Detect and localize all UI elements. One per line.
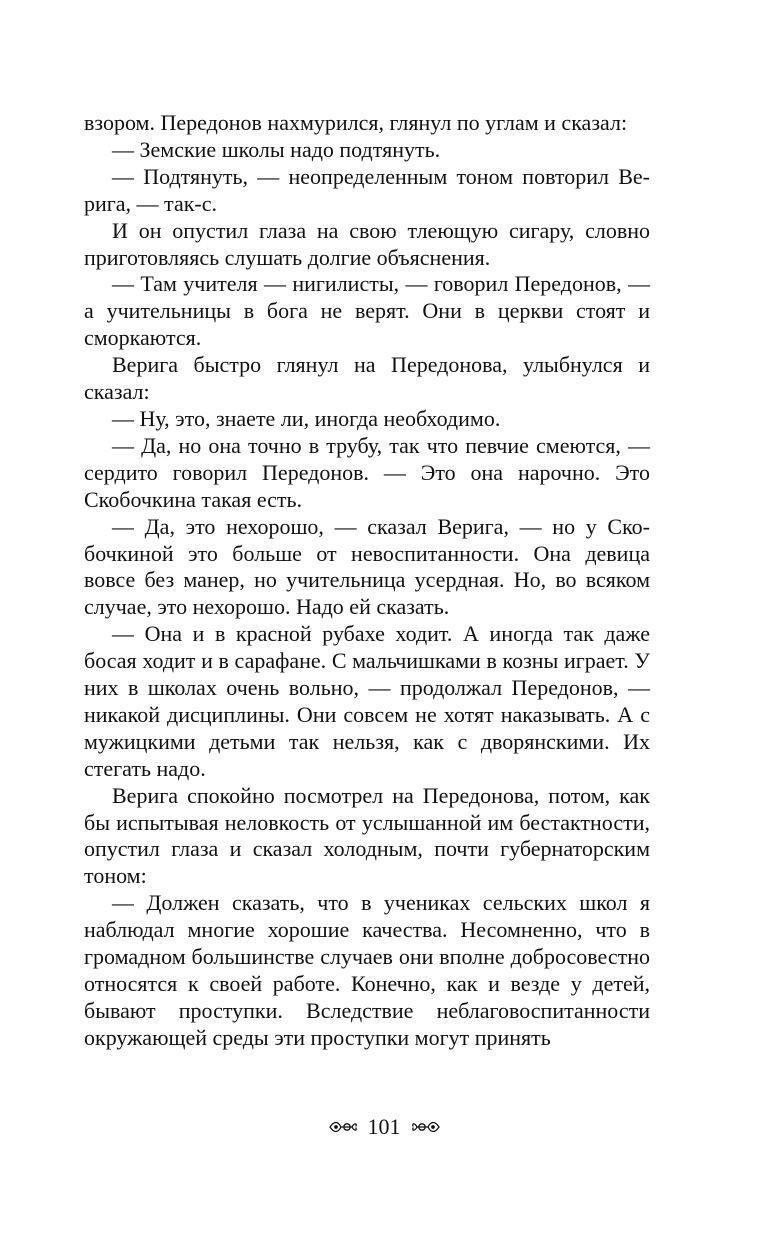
- paragraph: Верига быстро глянул на Передонова, улыбнулся и сказал:: [84, 352, 650, 405]
- paragraph: — Должен сказать, что в учениках сельских школ я наблюдал многие хорошие качества. Несомненно, что в громадном большинстве случаев они вполне добросовестно относятся к своей работе. Конечно, как и везде у детей, бывают проступки. Вследствие неблаговоспитанности окружающей среды эти проступки могут принять: [84, 890, 650, 1050]
- floral-ornament-icon: [328, 1117, 358, 1137]
- paragraph: — Да, это нехорошо, — сказал Верига, — но у Скобочкиной это больше от невоспитанности. Она девица вовсе без манер, но учительница усердная. Но, во всяком случае, это нехорошо. Надо ей сказать.: [84, 513, 650, 620]
- paragraph: — Да, но она точно в трубу, так что певчие смеются, — сердито говорил Передонов. — Это она нарочно. Это Скобочкина такая есть.: [84, 432, 650, 512]
- page-number: 101: [367, 1114, 401, 1139]
- paragraph: И он опустил глаза на свою тлеющую сигару, словно приготовляясь слушать долгие объяснения.: [84, 217, 650, 270]
- paragraph: Верига спокойно посмотрел на Передонова, потом, как бы испытывая неловкость от услышанной им бестактности, опустил глаза и сказал холодным, почти губернаторским тоном:: [84, 782, 650, 889]
- paragraph: взором. Передонов нахмурился, глянул по углам и сказал:: [84, 110, 628, 135]
- paragraph: — Там учителя — нигилисты, — говорил Передонов, — а учительницы в бога не верят. Они в церкви стоят и сморкаются.: [84, 271, 650, 351]
- page-footer: [0, 1112, 768, 1142]
- paragraph: — Земские школы надо подтянуть.: [112, 136, 441, 162]
- paragraph: — Она и в красной рубахе ходит. А иногда так даже босая ходит и в сарафане. С мальчишками в козны играет. У них в школах очень вольно, — продолжал Передонов, — никакой дисциплины. Они совсем не хотят наказывать. А с мужицкими детьми так нельзя, как с дворянскими. Их стегать надо.: [84, 621, 650, 781]
- paragraph: — Ну, это, знаете ли, иногда необходимо.: [112, 405, 501, 431]
- page-text-block: [84, 110, 650, 1052]
- paragraph: — Подтянуть, — неопределенным тоном повторил Верига, — так-с.: [84, 163, 650, 216]
- floral-ornament-icon: [411, 1117, 441, 1137]
